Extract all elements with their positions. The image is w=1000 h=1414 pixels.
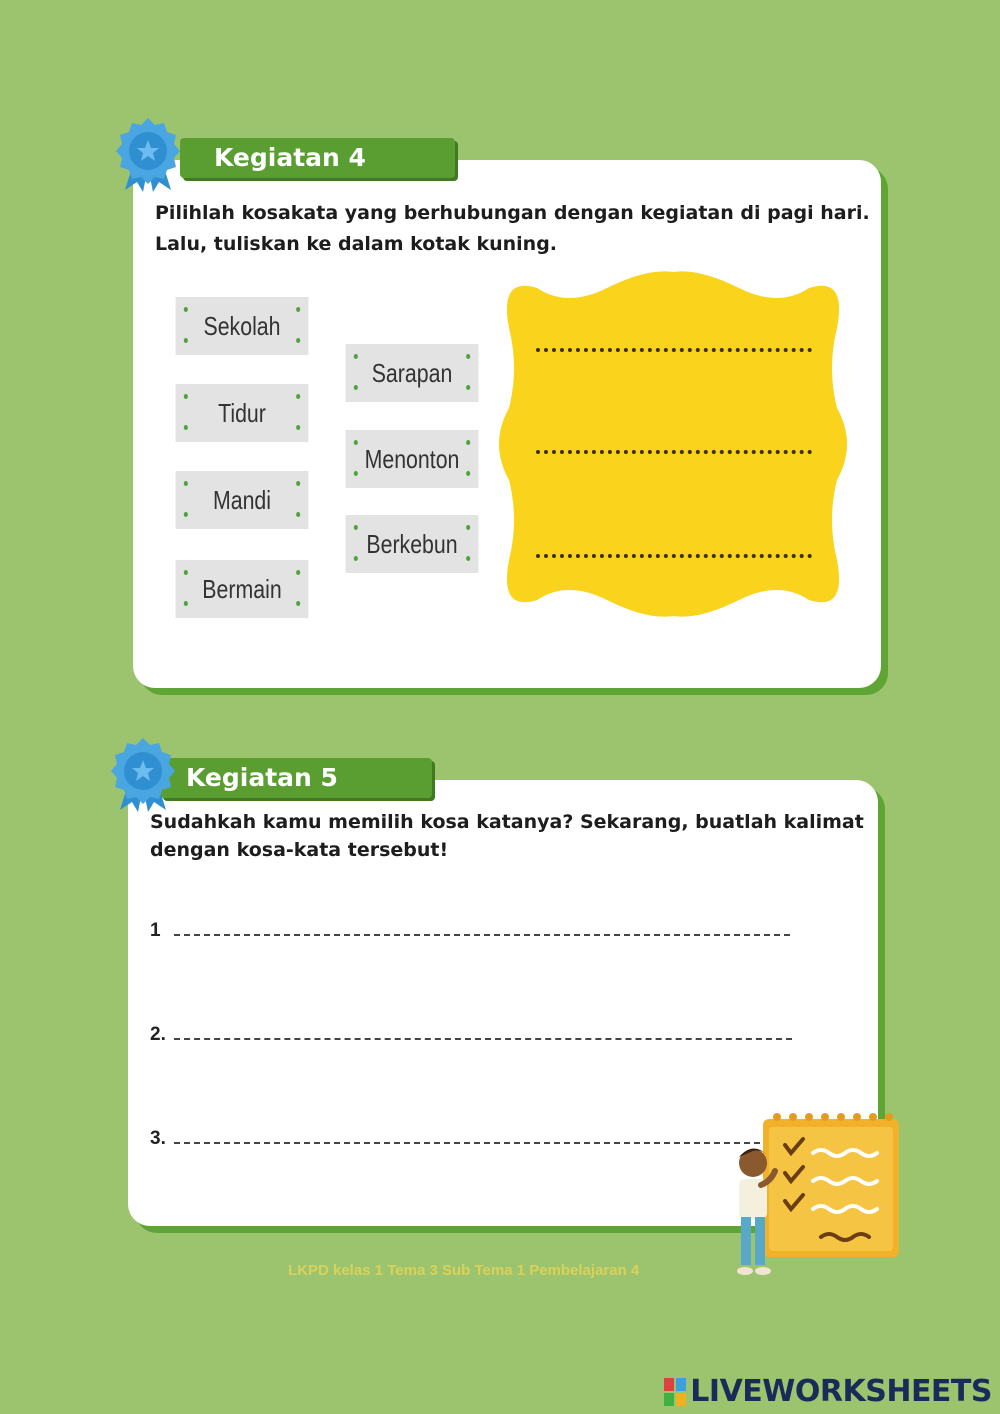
- liveworksheets-brand[interactable]: [664, 1374, 992, 1409]
- word-card[interactable]: [346, 515, 479, 573]
- word-card[interactable]: [176, 297, 309, 355]
- kegiatan-4-title: Kegiatan 4: [180, 138, 455, 178]
- sentence-number: 3.: [150, 1128, 166, 1149]
- answer-box: [497, 268, 849, 620]
- word-label: Bermain: [202, 573, 282, 604]
- word-label: Berkebun: [366, 528, 458, 559]
- award-ribbon-icon: [108, 734, 178, 814]
- word-label: Tidur: [218, 397, 266, 428]
- answer-line[interactable]: [536, 348, 812, 352]
- word-card[interactable]: [346, 344, 479, 402]
- word-card[interactable]: [346, 430, 479, 488]
- kegiatan-5-title: Kegiatan 5: [160, 758, 432, 798]
- answer-line[interactable]: [536, 450, 812, 454]
- word-card[interactable]: [176, 471, 309, 529]
- sentence-line[interactable]: [174, 934, 790, 936]
- notepad-checklist-illustration: [725, 1105, 905, 1290]
- word-label: Menonton: [364, 443, 460, 474]
- word-card[interactable]: [176, 384, 309, 442]
- footer-note: LKPD kelas 1 Tema 3 Sub Tema 1 Pembelajaran 4: [288, 1262, 640, 1279]
- word-label: Sekolah: [203, 310, 281, 341]
- kegiatan-5-instruction: Sudahkah kamu memilih kosa katanya? Sekarang, buatlah kalimat dengan kosa-kata tersebut!: [150, 811, 864, 861]
- word-card[interactable]: [176, 560, 309, 618]
- award-ribbon-icon: [113, 114, 183, 194]
- kegiatan-4-instruction: Pilihlah kosakata yang berhubungan dengan kegiatan di pagi hari. Lalu, tuliskan ke dalam kotak kuning.: [155, 202, 870, 255]
- sentence-number: 1: [150, 920, 161, 941]
- liveworksheets-logo-icon: [664, 1378, 686, 1406]
- brand-text: LIVEWORKSHEETS: [690, 1374, 992, 1409]
- sentence-number: 2.: [150, 1024, 166, 1045]
- answer-line[interactable]: [536, 554, 812, 558]
- sentence-line[interactable]: [174, 1142, 770, 1144]
- word-label: Sarapan: [371, 357, 453, 388]
- sentence-line[interactable]: [174, 1038, 792, 1040]
- word-label: Mandi: [212, 484, 272, 515]
